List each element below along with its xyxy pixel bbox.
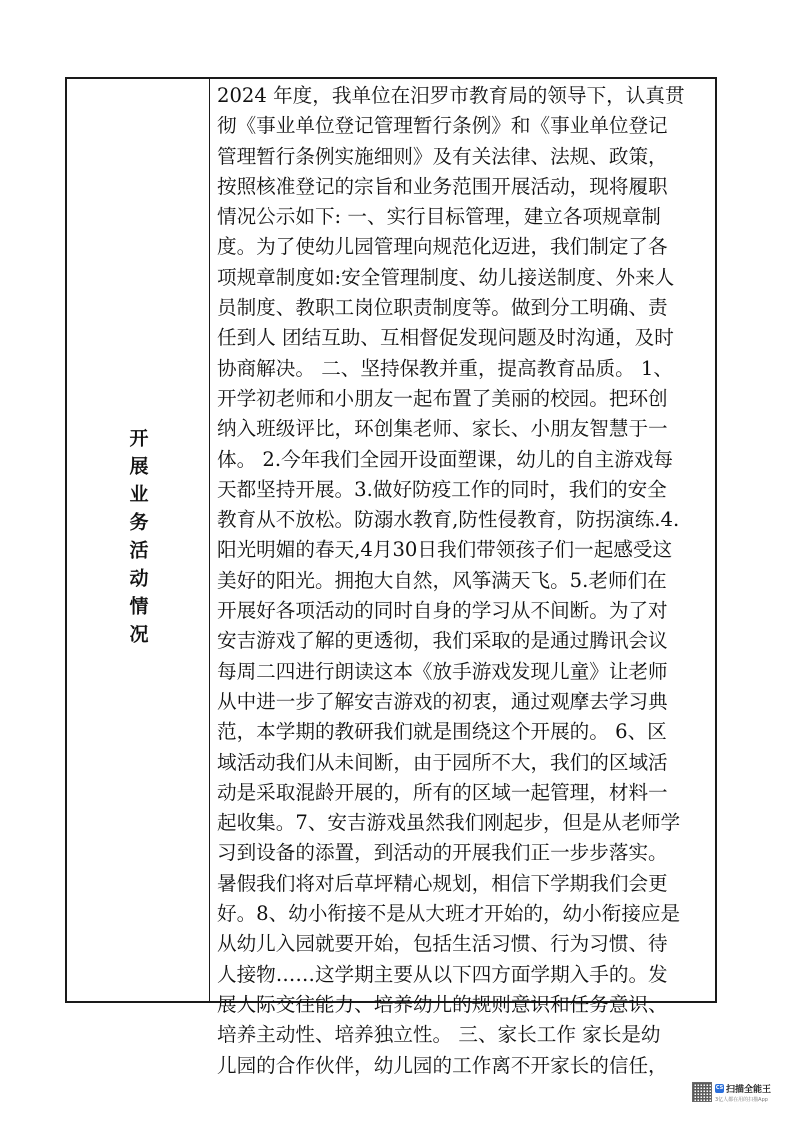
scanner-watermark	[692, 1079, 786, 1105]
content-line: 管理暂行条例实施细则》及有关法律、法规、政策，	[217, 144, 668, 168]
content-line: 范，本学期的教研我们就是围绕这个开展的。 6、区	[217, 720, 667, 744]
content-line: 美好的阳光。拥抱大自然，风筝满天飞。5.老师们在	[217, 568, 667, 592]
content-line: 2024 年度，我单位在汨罗市教育局的领导下，认真贯	[217, 84, 685, 107]
camscanner-logo-icon: CS	[715, 1084, 724, 1091]
content-line: 动是采取混龄开展的，所有的区域一起管理，材料一	[217, 780, 668, 804]
content-line: 展人际交往能力、培养幼儿的规则意识和任务意识、	[217, 992, 668, 1016]
content-line: 起收集。7、安吉游戏虽然我们刚起步，但是从老师学	[217, 811, 681, 835]
content-line: 按照核准登记的宗旨和业务范围开展活动，现将履职	[217, 174, 668, 198]
column-divider	[209, 79, 210, 1001]
watermark-subtitle: 3亿人都在用的扫描App	[715, 1096, 768, 1103]
content-line: 域活动我们从未间断，由于园所不大，我们的区域活	[217, 750, 668, 774]
content-line: 彻《事业单位登记管理暂行条例》和《事业单位登记	[217, 114, 668, 138]
content-line: 开展好各项活动的同时自身的学习从不间断。为了对	[217, 599, 668, 623]
content-line: 暑假我们将对后草坪精心规划，相信下学期我们会更	[217, 871, 668, 895]
content-line: 从中进一步了解安吉游戏的初衷，通过观摩去学习典	[217, 689, 668, 713]
content-line: 情况公示如下: 一、实行目标管理，建立各项规章制	[217, 205, 661, 229]
content-cell	[217, 81, 707, 1081]
watermark-title: 扫描全能王	[726, 1084, 772, 1095]
content-line: 培养主动性、培养独立性。 三、家长工作 家长是幼	[217, 1023, 661, 1047]
content-line: 从幼儿入园就要开始，包括生活习惯、行为习惯、待	[217, 932, 668, 956]
watermark-text	[715, 1082, 771, 1103]
content-line: 好。8、幼小衔接不是从大班才开始的，幼小衔接应是	[217, 902, 681, 926]
content-line: 员制度、教职工岗位职责制度等。做到分工明确、责	[217, 296, 668, 320]
content-line: 协商解决。 二、坚持保教并重，提高教育品质。 1、	[217, 356, 673, 380]
content-line: 纳入班级评比，环创集老师、家长、小朋友智慧于一	[217, 417, 668, 441]
content-line: 人接物……这学期主要从以下四方面学期入手的。发	[217, 962, 668, 986]
content-line: 安吉游戏了解的更透彻，我们采取的是通过腾讯会议	[217, 629, 668, 653]
content-line: 阳光明媚的春天,4月30日我们带领孩子们一起感受这	[217, 538, 673, 562]
content-line: 体。 2.今年我们全园开设面塑课，幼儿的自主游戏每	[217, 447, 673, 471]
content-line: 项规章制度如:安全管理制度、幼儿接送制度、外来人	[217, 265, 675, 289]
content-line: 习到设备的添置，到活动的开展我们正一步步落实。	[217, 841, 668, 865]
content-line: 开学初老师和小朋友一起布置了美丽的校园。把环创	[217, 386, 668, 410]
content-line: 儿园的合作伙伴，幼儿园的工作离不开家长的信任，	[217, 1053, 668, 1077]
activity-label: 开展业务活动情况	[126, 428, 149, 652]
content-line: 每周二四进行朗读这本《放手游戏发现儿童》让老师	[217, 659, 668, 683]
label-cell	[67, 79, 209, 1001]
activity-table	[65, 77, 717, 1077]
content-line: 度。为了使幼儿园管理向规范化迈进，我们制定了各	[217, 235, 668, 259]
watermark-title-row	[715, 1082, 771, 1095]
content-line: 任到人 团结互助、互相督促发现问题及时沟通，及时	[217, 326, 674, 350]
content-line: 天都坚持开展。3.做好防疫工作的同时，我们的安全	[217, 477, 667, 501]
content-line: 教育从不放松。防溺水教育,防性侵教育，防拐演练.4.	[217, 508, 680, 532]
qr-code-icon	[692, 1082, 712, 1102]
